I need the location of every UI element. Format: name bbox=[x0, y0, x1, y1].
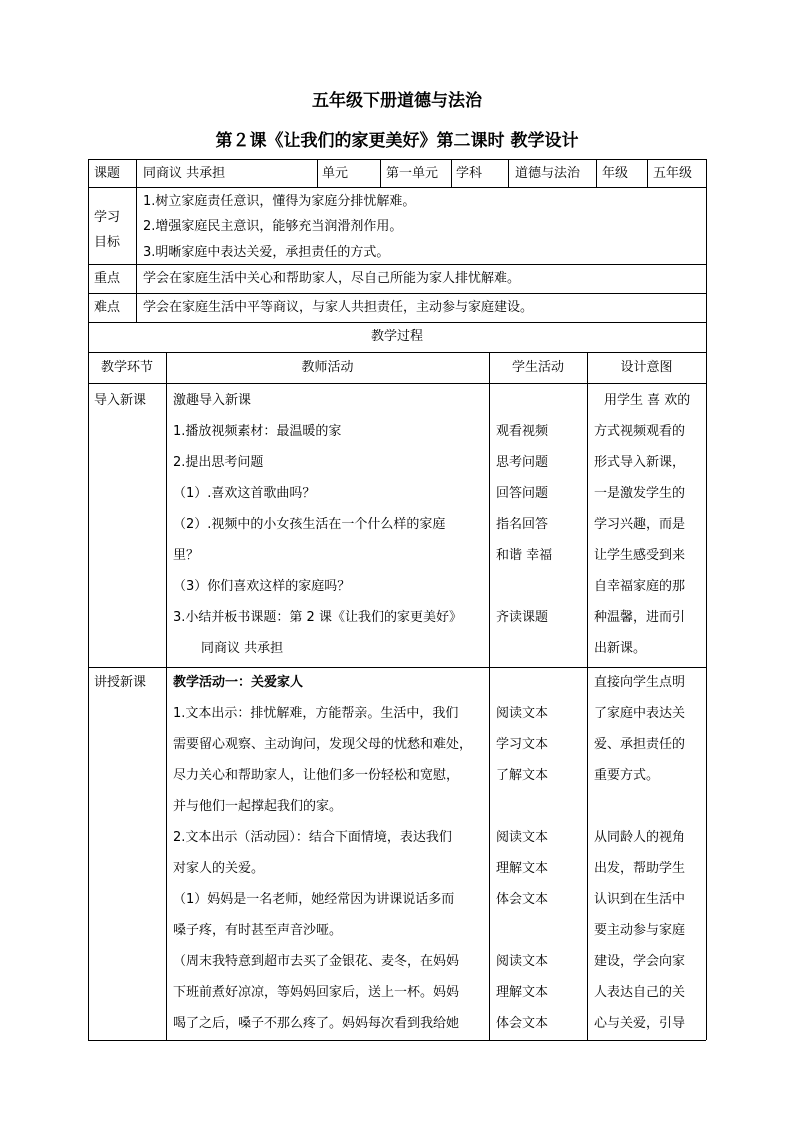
teacher-line: 嗓子疼，有时甚至声音沙哑。 bbox=[173, 923, 343, 938]
teacher-line: 激趣导入新课 bbox=[173, 393, 252, 408]
intent-line: 直接向学生点明 bbox=[594, 675, 686, 690]
student-line: 阅读文本 bbox=[496, 830, 549, 845]
teacher-line: 2.提出思考问题 bbox=[173, 455, 264, 470]
subject-value: 道德与法治 bbox=[515, 166, 581, 181]
rule bbox=[88, 352, 706, 353]
intent-line: 认识到在生活中 bbox=[594, 892, 686, 907]
rule bbox=[317, 159, 318, 187]
title-line-1: 五年级下册道德与法治 bbox=[312, 91, 482, 111]
intent-line: 出新课。 bbox=[594, 641, 647, 656]
topic-value: 同商议 共承担 bbox=[143, 166, 226, 181]
intent-line: 心与关爱，引导 bbox=[594, 1016, 686, 1031]
teacher-line: 同商议 共承担 bbox=[201, 641, 284, 656]
column-header: 教学环节 bbox=[100, 360, 153, 375]
grade-value: 五年级 bbox=[653, 166, 693, 181]
unit-value: 第一单元 bbox=[386, 166, 439, 181]
teacher-line: 3.小结并板书课题：第 2 课《让我们的家更美好》 bbox=[173, 610, 462, 625]
rule bbox=[136, 187, 137, 322]
intent-line: 种温馨，进而引 bbox=[594, 610, 686, 625]
intent-line: 从同龄人的视角 bbox=[594, 830, 686, 845]
rule bbox=[88, 383, 706, 384]
teacher-line: 尽力关心和帮助家人，让他们多一份轻松和宽慰， bbox=[173, 768, 460, 783]
intent-line: 爱、承担责任的 bbox=[594, 737, 686, 752]
teacher-line: 并与他们一起撑起我们的家。 bbox=[173, 799, 343, 814]
student-line: 阅读文本 bbox=[496, 706, 549, 721]
rule bbox=[88, 1040, 706, 1041]
intent-line: 形式导入新课， bbox=[594, 455, 686, 470]
student-line: 回答问题 bbox=[496, 486, 549, 501]
key-text: 学会在家庭生活中关心和帮助家人，尽自己所能为家人排忧解难。 bbox=[143, 271, 521, 286]
intent-line: 出发，帮助学生 bbox=[594, 861, 686, 876]
unit-label: 单元 bbox=[322, 166, 349, 181]
difficulty-label: 难点 bbox=[94, 300, 121, 315]
goals-label: 学习 bbox=[94, 210, 121, 225]
intent-line: 一是激发学生的 bbox=[594, 486, 686, 501]
stage-label: 讲授新课 bbox=[94, 675, 147, 690]
rule bbox=[136, 159, 137, 187]
intent-line: 建设，学会向家 bbox=[594, 954, 686, 969]
rule bbox=[706, 159, 707, 1040]
teacher-line: （2）.视频中的小女孩生活在一个什么样的家庭 bbox=[173, 517, 446, 532]
rule bbox=[88, 264, 706, 265]
teacher-line: （3）你们喜欢这样的家庭吗？ bbox=[173, 579, 351, 594]
teacher-line: 1.播放视频素材：最温暖的家 bbox=[173, 424, 342, 439]
student-line: 和谐 幸福 bbox=[496, 548, 553, 563]
teacher-line: 喝了之后，嗓子不那么疼了。妈妈每次看到我给她 bbox=[173, 1016, 460, 1031]
grade-label: 年级 bbox=[602, 166, 629, 181]
rule bbox=[647, 159, 648, 187]
student-line: 学习文本 bbox=[496, 737, 549, 752]
teacher-line: 对家人的关爱。 bbox=[173, 861, 265, 876]
teacher-line: 1.文本出示：排忧解难，方能帮亲。生活中，我们 bbox=[173, 706, 459, 721]
intent-line: 学习兴趣，而是 bbox=[594, 517, 686, 532]
goal-item: 1.树立家庭责任意识，懂得为家庭分排忧解难。 bbox=[143, 194, 416, 209]
teacher-line: （1）妈妈是一名老师，她经常因为讲课说话多而 bbox=[173, 892, 455, 907]
intent-line: 人表达自己的关 bbox=[594, 985, 686, 1000]
student-line: 阅读文本 bbox=[496, 954, 549, 969]
teacher-line: （1）.喜欢这首歌曲吗？ bbox=[173, 486, 316, 501]
student-line: 了解文本 bbox=[496, 768, 549, 783]
student-line: 观看视频 bbox=[496, 424, 549, 439]
intent-line: 自幸福家庭的那 bbox=[594, 579, 686, 594]
rule bbox=[88, 293, 706, 294]
column-header: 学生活动 bbox=[511, 360, 564, 375]
topic-label: 课题 bbox=[94, 166, 121, 181]
teacher-line: 需要留心观察、主动询问，发现父母的忧愁和难处， bbox=[173, 737, 473, 752]
student-line: 体会文本 bbox=[496, 892, 549, 907]
rule bbox=[380, 159, 381, 187]
rule bbox=[508, 159, 509, 187]
column-header: 设计意图 bbox=[620, 360, 673, 375]
rule bbox=[166, 352, 167, 1040]
rule bbox=[88, 159, 89, 1040]
goals-label: 目标 bbox=[94, 235, 121, 250]
student-line: 理解文本 bbox=[496, 985, 549, 1000]
rule bbox=[596, 159, 597, 187]
teacher-line: 2.文本出示（活动园）：结合下面情境，表达我们 bbox=[173, 830, 452, 845]
student-line: 齐读课题 bbox=[496, 610, 549, 625]
goal-item: 2.增强家庭民主意识，能够充当润滑剂作用。 bbox=[143, 219, 403, 234]
goal-item: 3.明晰家庭中表达关爱，承担责任的方式。 bbox=[143, 245, 390, 260]
student-line: 指名回答 bbox=[496, 517, 549, 532]
key-label: 重点 bbox=[94, 271, 121, 286]
difficulty-text: 学会在家庭生活中平等商议，与家人共担责任，主动参与家庭建设。 bbox=[143, 300, 534, 315]
column-header: 教师活动 bbox=[301, 360, 354, 375]
rule bbox=[489, 352, 490, 1040]
intent-line: 了家庭中表达关 bbox=[594, 706, 686, 721]
student-line: 体会文本 bbox=[496, 1016, 549, 1031]
intent-line: 方式视频观看的 bbox=[594, 424, 686, 439]
rule bbox=[587, 352, 588, 1040]
title-line-2: 第２课《让我们的家更美好》第二课时 教学设计 bbox=[215, 131, 579, 151]
stage-label: 导入新课 bbox=[94, 393, 147, 408]
rule bbox=[88, 187, 706, 188]
teacher-line: 下班前煮好凉凉，等妈妈回家后，送上一杯。妈妈 bbox=[173, 985, 460, 1000]
rule bbox=[88, 159, 706, 160]
rule bbox=[88, 667, 706, 668]
process-title: 教学过程 bbox=[370, 329, 423, 344]
subject-label: 学科 bbox=[456, 166, 483, 181]
rule bbox=[88, 322, 706, 323]
intent-line: 要主动参与家庭 bbox=[594, 923, 686, 938]
student-line: 思考问题 bbox=[496, 455, 549, 470]
rule bbox=[451, 159, 452, 187]
intent-line: 用学生 喜 欢的 bbox=[604, 393, 691, 408]
teacher-line: 里？ bbox=[173, 548, 200, 563]
intent-line: 重要方式。 bbox=[594, 768, 660, 783]
teacher-line: （周末我特意到超市去买了金银花、麦冬，在妈妈 bbox=[173, 954, 460, 969]
activity-heading: 教学活动一：关爱家人 bbox=[173, 675, 304, 690]
intent-line: 让学生感受到来 bbox=[594, 548, 686, 563]
student-line: 理解文本 bbox=[496, 861, 549, 876]
